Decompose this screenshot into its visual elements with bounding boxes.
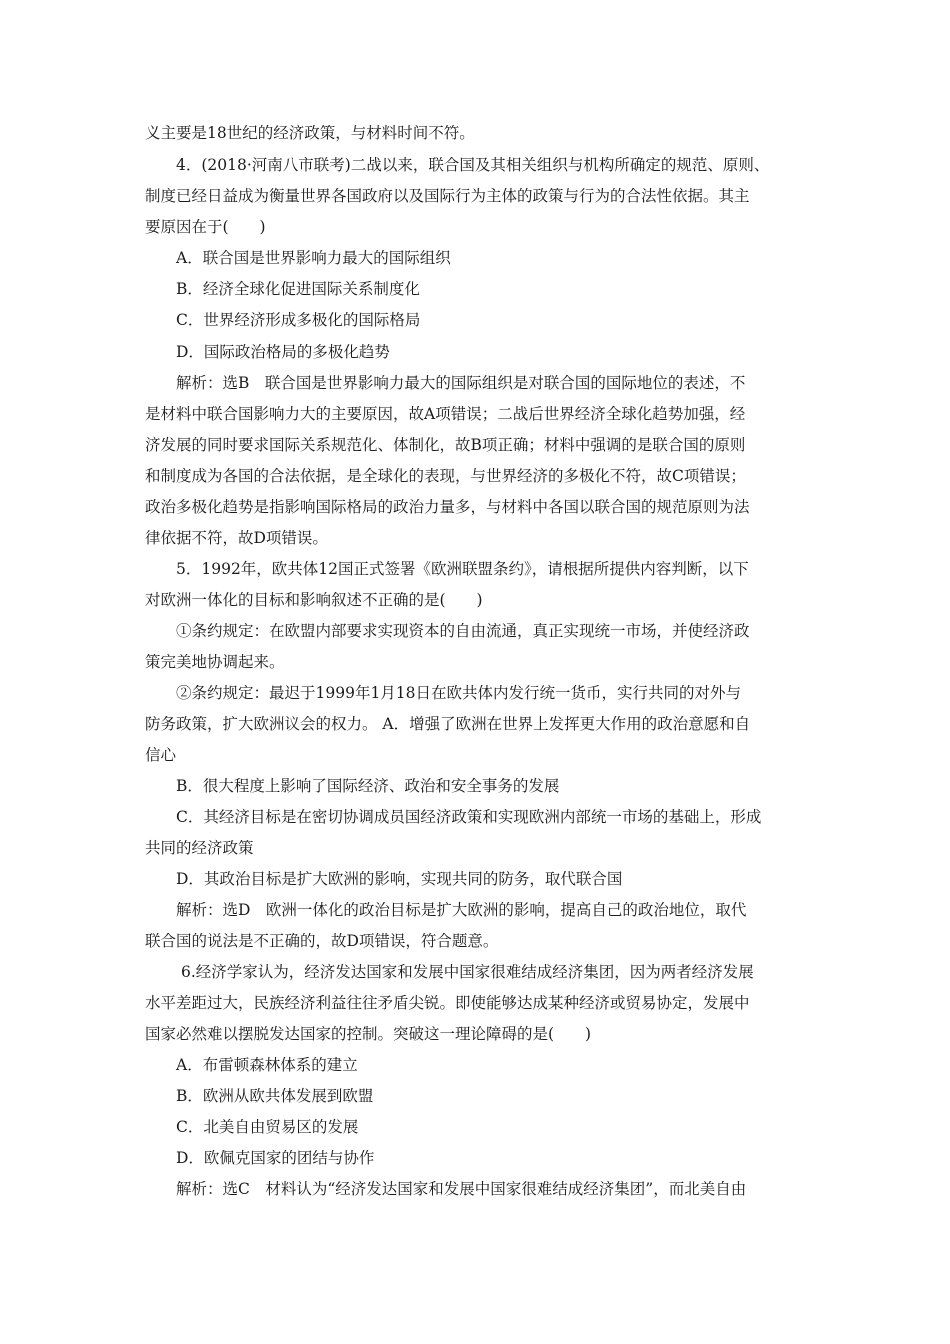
item-1: ①条约规定：在欧盟内部要求实现资本的自由流通，真正实现统一市场，并使经济政: [176, 622, 750, 640]
text-line: 是材料中联合国影响力大的主要原因，故A项错误；二战后世界经济全球化趋势加强，经: [145, 405, 746, 423]
item-2: ②条约规定：最迟于1999年1月18日在欧共体内发行统一货币，实行共同的对外与: [176, 684, 742, 702]
analysis-4: 解析：选B 联合国是世界影响力最大的国际组织是对联合国的国际地位的表述，不: [176, 374, 746, 392]
text-line: 国家必然难以摆脱发达国家的控制。突破这一理论障碍的是( ): [145, 1025, 592, 1043]
text-line: 对欧洲一体化的目标和影响叙述不正确的是( ): [145, 591, 483, 609]
text-line: 信心: [145, 746, 177, 764]
option-a: A．布雷顿森林体系的建立: [176, 1056, 358, 1074]
question-4-stem: 4．(2018·河南八市联考)二战以来，联合国及其相关组织与机构所确定的规范、原则、: [176, 156, 770, 174]
text-line: 义主要是18世纪的经济政策，与材料时间不符。: [145, 124, 475, 142]
text-line: 共同的经济政策: [145, 839, 254, 857]
option-c: C．其经济目标是在密切协调成员国经济政策和实现欧洲内部统一市场的基础上，形成: [176, 808, 762, 826]
text-line: 水平差距过大，民族经济利益往往矛盾尖锐。即使能够达成某种经济或贸易协定，发展中: [145, 994, 750, 1012]
text-line: 联合国的说法是不正确的，故D项错误，符合题意。: [145, 932, 499, 950]
text-line: 政治多极化趋势是指影响国际格局的政治力量多，与材料中各国以联合国的规范原则为法: [145, 498, 750, 516]
option-a: A．联合国是世界影响力最大的国际组织: [176, 249, 451, 267]
option-c: C．北美自由贸易区的发展: [176, 1118, 359, 1136]
option-b: B．欧洲从欧共体发展到欧盟: [176, 1087, 374, 1105]
question-6-stem: 6.经济学家认为，经济发达国家和发展中国家很难结成经济集团，因为两者经济发展: [181, 963, 754, 981]
text-line: 策完美地协调起来。: [145, 653, 285, 671]
option-c: C．世界经济形成多极化的国际格局: [176, 311, 421, 329]
question-5-stem: 5．1992年，欧共体12国正式签署《欧洲联盟条约》，请根据所提供内容判断，以下: [176, 560, 749, 578]
option-b: B．很大程度上影响了国际经济、政治和安全事务的发展: [176, 777, 560, 795]
text-line: 律依据不符，故D项错误。: [145, 529, 328, 547]
analysis-6: 解析：选C 材料认为“经济发达国家和发展中国家很难结成经济集团”，而北美自由: [176, 1180, 747, 1198]
text-line: 制度已经日益成为衡量世界各国政府以及国际行为主体的政策与行为的合法性依据。其主: [145, 187, 750, 205]
text-line: 防务政策，扩大欧洲议会的权力。 A．增强了欧洲在世界上发挥更大作用的政治意愿和自: [145, 715, 751, 733]
analysis-5: 解析：选D 欧洲一体化的政治目标是扩大欧洲的影响，提高自己的政治地位，取代: [176, 901, 747, 919]
option-d: D．其政治目标是扩大欧洲的影响，实现共同的防务，取代联合国: [176, 870, 623, 888]
option-b: B．经济全球化促进国际关系制度化: [176, 280, 420, 298]
text-line: 济发展的同时要求国际关系规范化、体制化，故B项正确；材料中强调的是联合国的原则: [145, 436, 746, 454]
option-d: D．欧佩克国家的团结与协作: [176, 1149, 375, 1167]
option-d: D．国际政治格局的多极化趋势: [176, 343, 390, 361]
text-line: 和制度成为各国的合法依据，是全球化的表现，与世界经济的多极化不符，故C项错误；: [145, 467, 746, 485]
text-line: 要原因在于( ): [145, 218, 266, 236]
